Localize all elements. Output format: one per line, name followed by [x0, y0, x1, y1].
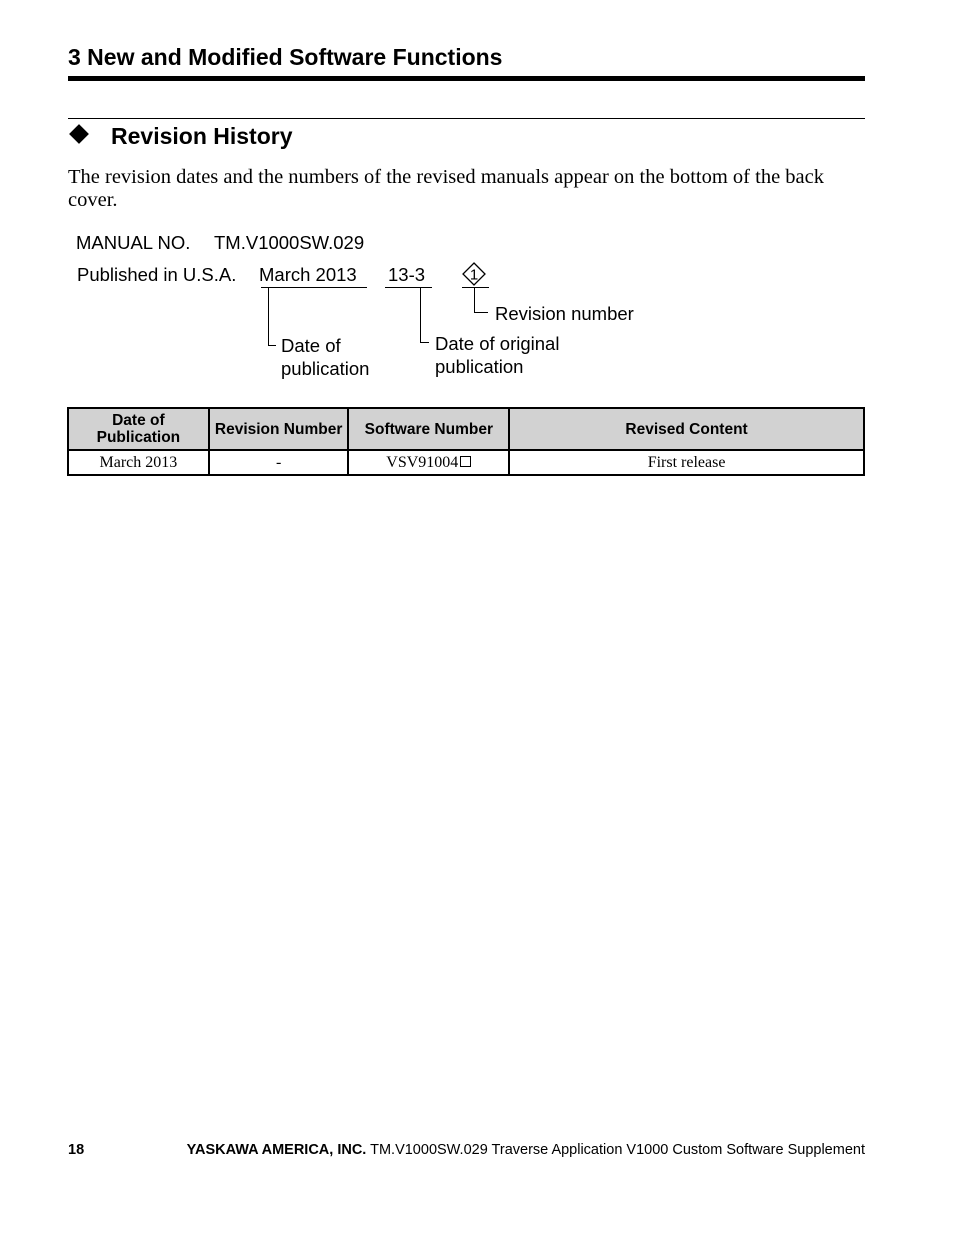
revision-leader-tick	[474, 312, 488, 313]
header-date-of-publication: Date of Publication	[68, 408, 209, 450]
table-row	[68, 450, 864, 475]
diamond-bullet-icon	[69, 124, 89, 144]
date-underline	[261, 287, 367, 288]
revision-diamond-icon	[462, 262, 486, 286]
date-leader-tick	[268, 345, 276, 346]
intro-paragraph: The revision dates and the numbers of the revised manuals appear on the bottom of the back cover.	[68, 166, 824, 211]
callout-date-line2: publication	[281, 358, 370, 379]
cell-software	[348, 450, 509, 475]
code-underline	[385, 287, 432, 288]
revision-history-table	[67, 407, 865, 476]
callout-date-line1: Date of	[281, 335, 341, 356]
header-revised-content: Revised Content	[509, 408, 864, 450]
footer-company: YASKAWA AMERICA, INC.	[186, 1142, 367, 1158]
original-leader-tick	[420, 342, 429, 343]
chapter-title: 3 New and Modified Software Functions	[68, 44, 503, 70]
cell-content: First release	[509, 450, 864, 475]
header-revision-number: Revision Number	[209, 408, 349, 450]
manual-no-label: MANUAL NO.	[76, 232, 191, 253]
revision-mark: 1	[469, 266, 479, 284]
original-leader	[420, 287, 421, 343]
footer-doc-title: TM.V1000SW.029 Traverse Application V1000 Custom Software Supplement	[370, 1142, 865, 1158]
software-number: VSV91004	[386, 453, 459, 471]
original-publication-code: 13-3	[388, 264, 426, 285]
manual-no-value: TM.V1000SW.029	[214, 232, 365, 253]
chapter-rule	[68, 76, 865, 81]
date-leader	[268, 287, 269, 346]
callout-original-line2: publication	[435, 356, 524, 377]
placeholder-box-icon	[460, 456, 471, 467]
cell-date: March 2013	[68, 450, 209, 475]
section-title: Revision History	[111, 123, 293, 149]
section-rule	[68, 118, 865, 119]
page-number: 18	[68, 1142, 85, 1158]
footer-text	[187, 1142, 865, 1158]
revision-underline	[462, 287, 489, 288]
header-software-number: Software Number	[348, 408, 509, 450]
published-label: Published in U.S.A.	[77, 264, 237, 285]
table-header-row	[68, 408, 864, 450]
callout-original-line1: Date of original	[435, 333, 560, 354]
callout-revision-number: Revision number	[495, 303, 634, 324]
publication-date: March 2013	[259, 264, 357, 285]
revision-leader	[474, 287, 475, 313]
cell-revision: -	[209, 450, 349, 475]
